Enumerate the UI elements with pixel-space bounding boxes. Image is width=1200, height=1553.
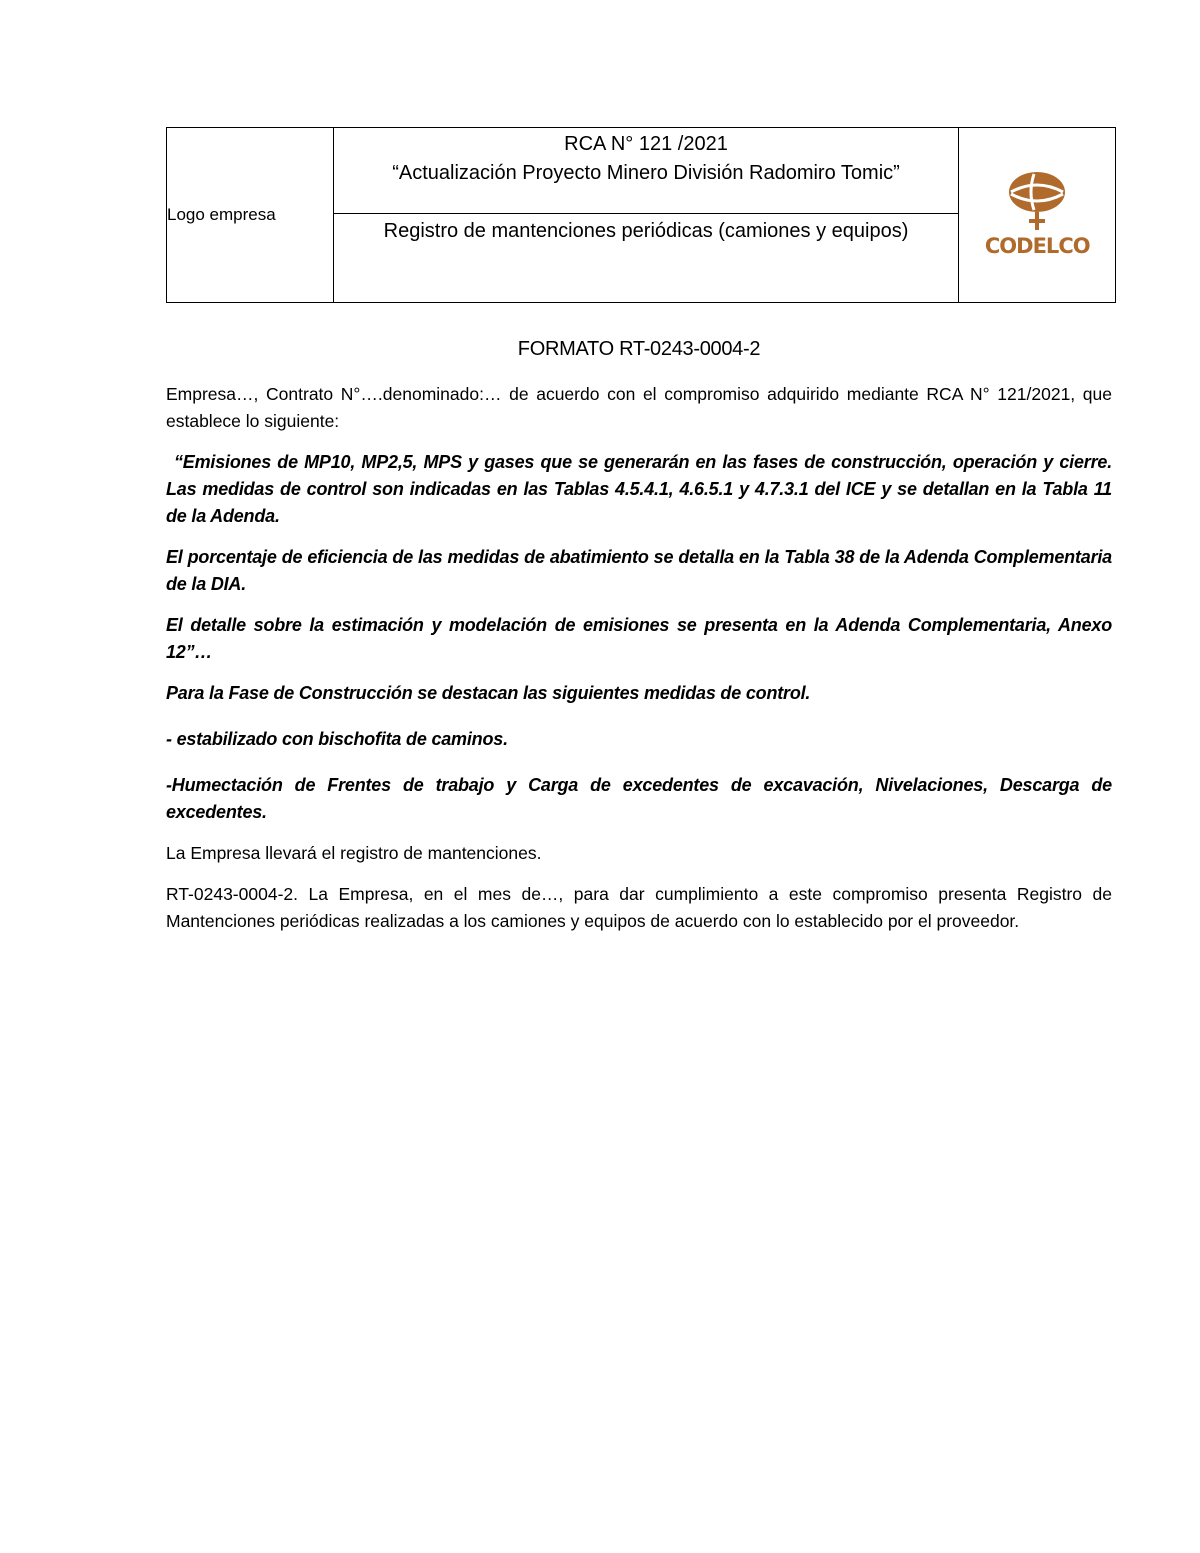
format-title: FORMATO RT-0243-0004-2	[517, 338, 761, 360]
quote-paragraph-emissions: “Emisiones de MP10, MP2,5, MPS y gases que se generarán en las fases de construcción, operación y cierre. Las medidas de control son indicadas en las Tablas 4.5.4.1, 4.6.5.1 y 4.7.3.1 del ICE y se detallan en la Tabla 11 de la Adenda.	[166, 452, 1112, 526]
quote-bullet-bischofita: - estabilizado con bischofita de caminos.	[166, 729, 508, 749]
register-title: Registro de mantenciones periódicas (camiones y equipos)	[333, 214, 959, 303]
company-logo-placeholder: Logo empresa	[167, 128, 334, 303]
codelco-emblem-icon	[982, 170, 1092, 234]
project-name: “Actualización Proyecto Minero División Radomiro Tomic”	[392, 162, 900, 184]
codelco-logo	[982, 170, 1092, 260]
closing-paragraph-compliance: RT-0243-0004-2. La Empresa, en el mes de…, para dar cumplimiento a este compromiso presenta Registro de Mantenciones periódicas realizadas a los camiones y equipos de acuerdo con lo establecido por el proveedor.	[166, 884, 1112, 931]
codelco-wordmark: CODELCO	[984, 233, 1090, 258]
codelco-logo-cell	[959, 128, 1116, 303]
rca-number: RCA N° 121 /2021	[564, 133, 728, 155]
document-body	[166, 338, 1112, 949]
closing-paragraph-register: La Empresa llevará el registro de mantenciones.	[166, 843, 542, 863]
quote-bullet-humectacion: -Humectación de Frentes de trabajo y Carga de excedentes de excavación, Nivelaciones, Descarga de excedentes.	[166, 775, 1112, 822]
rca-title-cell	[333, 128, 959, 214]
quote-paragraph-construction: Para la Fase de Construcción se destacan las siguientes medidas de control.	[166, 683, 811, 703]
quote-paragraph-modeling: El detalle sobre la estimación y modelación de emisiones se presenta en la Adenda Complementaria, Anexo 12”…	[166, 615, 1112, 662]
intro-paragraph: Empresa…, Contrato N°….denominado:… de acuerdo con el compromiso adquirido mediante RCA N° 121/2021, que establece lo siguiente:	[166, 384, 1112, 431]
document-header-table	[166, 127, 1116, 303]
quote-paragraph-efficiency: El porcentaje de eficiencia de las medidas de abatimiento se detalla en la Tabla 38 de la Adenda Complementaria de la DIA.	[166, 547, 1112, 594]
